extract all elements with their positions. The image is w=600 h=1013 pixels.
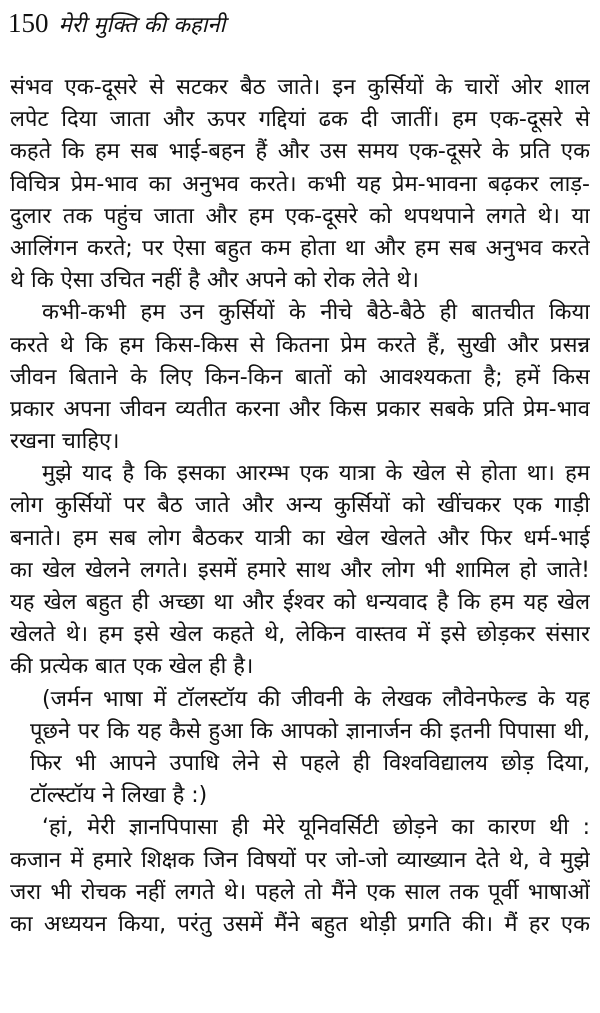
text-line: ‘हां, मेरी ज्ञानपिपासा ही मेरे यूनिवर्सिटी छोड़ने का कारण थी : <box>42 815 590 841</box>
text-line: दुलार तक पहुंच जाता और हम एक-दूसरे को थपथपाने लगते थे। या <box>10 203 590 229</box>
text-line: लपेट दिया जाता और ऊपर गद्दियां ढक दी जातीं। हम एक-दूसरे से <box>10 107 590 133</box>
paragraph <box>10 684 590 813</box>
paragraph <box>10 297 590 458</box>
text-line: लोग कुर्सियों पर बैठ जाते और अन्य कुर्सियों को खींचकर एक गाड़ी <box>10 493 590 519</box>
paragraph <box>10 458 590 683</box>
text-line: पूछने पर कि यह कैसे हुआ कि आपको ज्ञानार्जन की इतनी पिपासा थी, <box>30 718 590 744</box>
text-line: की प्रत्येक बात एक खेल ही है। <box>10 654 254 680</box>
page-number: 150 <box>8 8 49 38</box>
text-line: (जर्मन भाषा में टॉलस्टॉय की जीवनी के लेखक लौवेनफेल्ड के यह <box>42 686 590 712</box>
text-line: खेलते थे। हम इसे खेल कहते थे, लेकिन वास्तव में इसे छोड़कर संसार <box>10 622 590 648</box>
text-line: फिर भी आपने उपाधि लेने से पहले ही विश्वविद्यालय छोड़ दिया, <box>30 750 590 776</box>
text-line: संभव एक-दूसरे से सटकर बैठ जाते। इन कुर्सियों के चारों ओर शाल <box>10 75 590 100</box>
text-line: करते थे कि हम किस-किस से कितना प्रेम करते हैं, सुखी और प्रसन्न <box>10 332 590 358</box>
text-line: रखना चाहिए। <box>10 429 120 455</box>
paragraph <box>10 812 590 941</box>
text-line: आलिंगन करते; पर ऐसा बहुत कम होता था और हम सब अनुभव करते <box>10 235 590 261</box>
text-line: जरा भी रोचक नहीं लगते थे। पहले तो मैंने एक साल तक पूर्वी भाषाओं <box>10 879 590 905</box>
text-line: कहते कि हम सब भाई-बहन हैं और उस समय एक-दूसरे के प्रति एक <box>10 139 590 165</box>
text-line: मुझे याद है कि इसका आरम्भ एक यात्रा के खेल से होता था। हम <box>42 461 590 487</box>
text-line: बनाते। हम सब लोग बैठकर यात्री का खेल खेलते और फिर धर्म-भाई <box>10 525 590 551</box>
page-header <box>8 8 225 48</box>
text-line: थे कि ऐसा उचित नहीं है और अपने को रोक लेते थे। <box>10 268 419 294</box>
text-line: का खेल खेलने लगते। इसमें हमारे साथ और लोग भी शामिल हो जाते! <box>10 557 590 583</box>
paragraph <box>10 72 590 297</box>
text-line: कभी-कभी हम उन कुर्सियों के नीचे बैठे-बैठे ही बातचीत किया <box>42 300 590 326</box>
running-title: मेरी मुक्ति की कहानी <box>58 13 226 38</box>
text-line: यह खेल बहुत ही अच्छा था और ईश्वर को धन्यवाद है कि हम यह खेल <box>10 590 590 615</box>
text-line: टॉल्स्टॉय ने लिखा है :) <box>30 783 208 809</box>
text-line: विचित्र प्रेम-भाव का अनुभव करते। कभी यह प्रेम-भावना बढ़कर लाड़- <box>10 171 590 197</box>
text-line: का अध्ययन किया, परंतु उसमें मैंने बहुत थोड़ी प्रगति की। मैं हर एक <box>10 911 590 937</box>
body-text <box>10 72 590 941</box>
text-line: प्रकार अपना जीवन व्यतीत करना और किस प्रकार सबके प्रति प्रेम-भाव <box>10 396 590 422</box>
text-line: कजान में हमारे शिक्षक जिन विषयों पर जो-जो व्याख्यान देते थे, वे मुझे <box>10 847 590 873</box>
text-line: जीवन बिताने के लिए किन-किन बातों को आवश्यकता है; हमें किस <box>10 364 590 390</box>
